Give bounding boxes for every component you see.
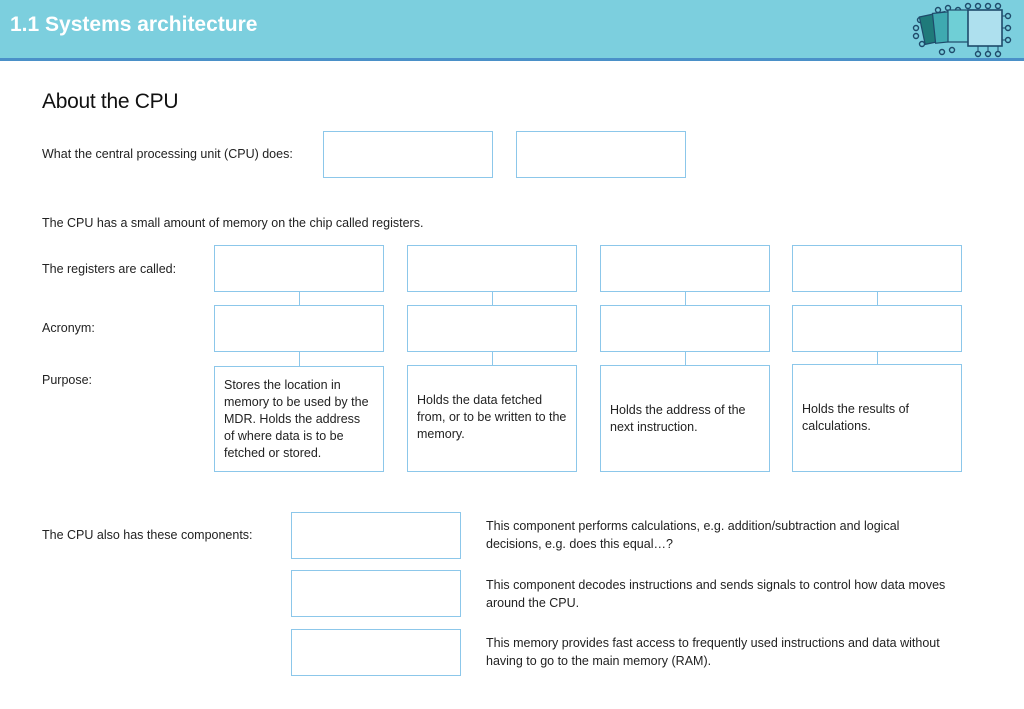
- components-label: The CPU also has these components:: [42, 528, 253, 542]
- acronym-box-3[interactable]: [600, 305, 770, 352]
- acronym-label: Acronym:: [42, 321, 95, 335]
- connector-line: [685, 292, 686, 305]
- registers-called-label: The registers are called:: [42, 262, 177, 276]
- register-name-box-2[interactable]: [407, 245, 577, 292]
- purpose-box-2: [407, 365, 577, 472]
- page-title: 1.1 Systems architecture: [10, 13, 258, 36]
- connector-line: [299, 352, 300, 366]
- component-description-1: This component performs calculations, e.g. addition/subtraction and logical decisions, e.g. does this equal…?: [486, 519, 900, 551]
- purpose-text-4: Holds the results of calculations.: [802, 402, 909, 433]
- connector-line: [877, 292, 878, 305]
- connector-line: [877, 352, 878, 364]
- component-box-2[interactable]: [291, 570, 461, 617]
- cpu-does-answer-box-2[interactable]: [516, 131, 686, 178]
- component-box-3[interactable]: [291, 629, 461, 676]
- header-bar: [0, 0, 1024, 61]
- purpose-text-2: Holds the data fetched from, or to be written to the memory.: [417, 393, 567, 441]
- component-description-3: This memory provides fast access to frequently used instructions and data without having to go to the main memory (RAM).: [486, 636, 940, 668]
- register-name-box-1[interactable]: [214, 245, 384, 292]
- registers-intro: The CPU has a small amount of memory on the chip called registers.: [42, 216, 424, 230]
- circuit-logo-icon: [908, 2, 1018, 58]
- acronym-box-2[interactable]: [407, 305, 577, 352]
- purpose-box-4: [792, 364, 962, 472]
- connector-line: [685, 352, 686, 365]
- register-name-box-4[interactable]: [792, 245, 962, 292]
- component-description-2: This component decodes instructions and sends signals to control how data moves around the CPU.: [486, 578, 946, 610]
- acronym-box-4[interactable]: [792, 305, 962, 352]
- connector-line: [299, 292, 300, 305]
- section-heading: About the CPU: [42, 90, 179, 113]
- purpose-box-3: [600, 365, 770, 472]
- connector-line: [492, 352, 493, 365]
- cpu-does-label: What the central processing unit (CPU) does:: [42, 147, 293, 161]
- register-name-box-3[interactable]: [600, 245, 770, 292]
- component-box-1[interactable]: [291, 512, 461, 559]
- purpose-text-3: Holds the address of the next instruction.: [610, 402, 746, 434]
- acronym-box-1[interactable]: [214, 305, 384, 352]
- purpose-label: Purpose:: [42, 373, 93, 387]
- purpose-text-1: Stores the location in memory to be used by the MDR. Holds the address of where data is to be fetched or stored.: [224, 377, 369, 460]
- connector-line: [492, 292, 493, 305]
- purpose-box-1: [214, 366, 384, 472]
- cpu-does-answer-box-1[interactable]: [323, 131, 493, 178]
